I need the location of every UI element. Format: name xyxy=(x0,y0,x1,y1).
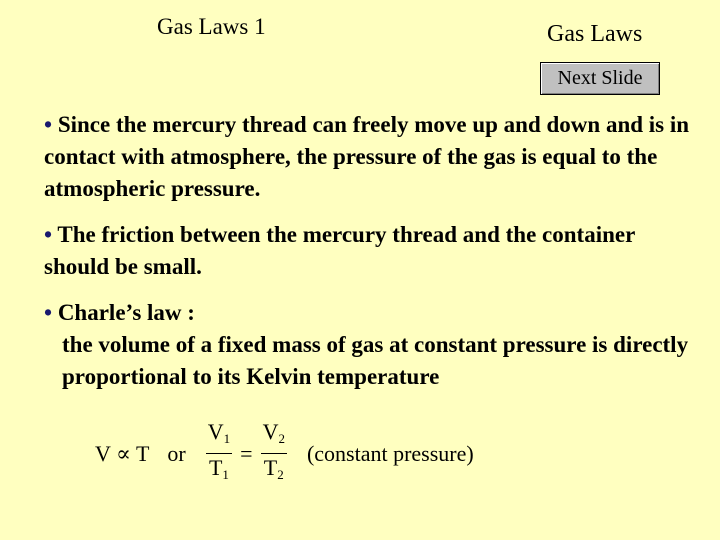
fraction-v1-t1 xyxy=(206,418,232,489)
formula-equals: = xyxy=(240,440,253,466)
bullet-item xyxy=(44,297,704,393)
formula-proportional: V ∝ T xyxy=(95,440,150,466)
fraction-numerator: $V_2$ xyxy=(261,418,287,454)
next-slide-button[interactable]: Next Slide xyxy=(540,62,660,95)
header-right-title: Gas Laws xyxy=(547,21,643,47)
bullet-text: Charle’s law : xyxy=(57,300,195,325)
header-left-title: Gas Laws 1 xyxy=(157,14,266,39)
bullet-item xyxy=(44,109,704,205)
bullet-text: Since the mercury thread can freely move up and down and is in contact with atmosphere, the pressure of the gas is equal to the atmospheric pressure. xyxy=(44,112,690,201)
fraction-v2-t2 xyxy=(261,418,287,489)
formula-condition: (constant pressure) xyxy=(306,440,474,466)
fraction-numerator: $V_1$ xyxy=(206,418,232,454)
formula-or: or xyxy=(167,440,186,466)
bullet-mark: • xyxy=(44,222,53,247)
slide-content xyxy=(44,109,704,393)
charles-law-formula xyxy=(95,418,474,489)
bullet-detail: the volume of a fixed mass of gas at constant pressure is directly proportional to its Kelvin temperature xyxy=(62,332,689,389)
bullet-mark: • xyxy=(44,300,53,325)
bullet-text: The friction between the mercury thread and the container should be small. xyxy=(44,222,635,279)
fraction-denominator: $T_2$ xyxy=(263,455,284,482)
bullet-mark: • xyxy=(44,112,53,137)
bullet-item xyxy=(44,219,704,283)
fraction-denominator: $T_1$ xyxy=(208,455,229,482)
